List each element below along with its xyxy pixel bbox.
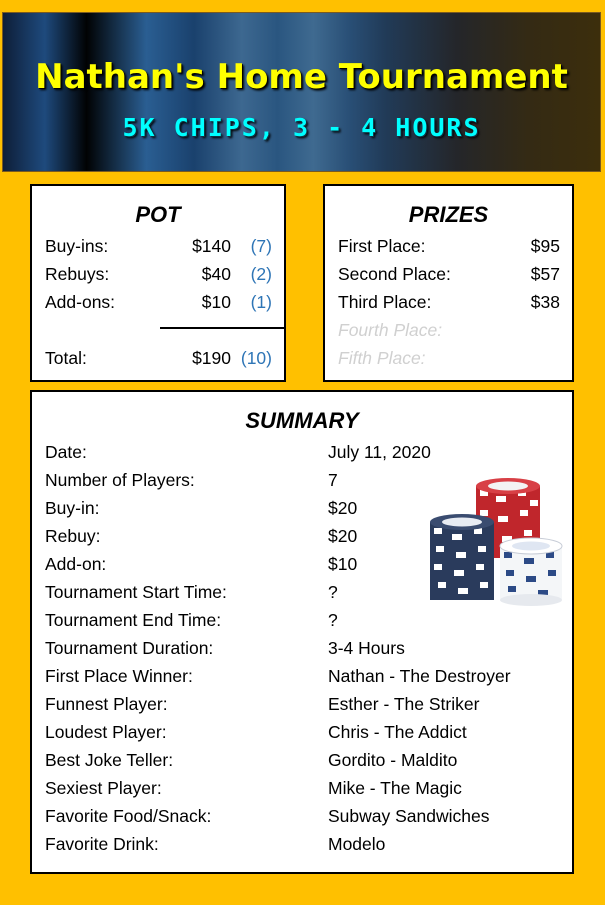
summary-label: Tournament Start Time:: [45, 582, 227, 602]
prize-label-third: Third Place:: [338, 292, 432, 312]
pot-count-rebuys: (2): [250, 264, 272, 284]
summary-label: Tournament Duration:: [45, 638, 214, 658]
summary-label: Best Joke Teller:: [45, 750, 174, 770]
summary-title: SUMMARY: [245, 408, 359, 433]
summary-value: July 11, 2020: [328, 442, 431, 462]
pot-amount-buyins: $140: [192, 236, 231, 256]
summary-value: Chris - The Addict: [328, 722, 467, 742]
poker-chips-image: [428, 476, 564, 608]
summary-label: Number of Players:: [45, 470, 195, 490]
summary-label: Tournament End Time:: [45, 610, 222, 630]
summary-value: Modelo: [328, 834, 386, 854]
summary-value: 7: [328, 470, 338, 490]
pot-amount-total: $190: [192, 348, 231, 368]
summary-value: Esther - The Striker: [328, 694, 480, 714]
prize-label-fifth: Fifth Place:: [338, 348, 426, 368]
summary-value: Nathan - The Destroyer: [328, 666, 511, 686]
pot-amount-rebuys: $40: [201, 264, 231, 284]
summary-label: Loudest Player:: [45, 722, 167, 742]
summary-label: Buy-in:: [45, 498, 100, 518]
summary-value: 3-4 Hours: [328, 638, 405, 658]
pot-panel: [30, 184, 286, 382]
summary-value: Mike - The Magic: [328, 778, 462, 798]
summary-value: ?: [328, 582, 338, 602]
summary-value: $10: [328, 554, 358, 574]
summary-value: $20: [328, 526, 358, 546]
summary-label: Favorite Drink:: [45, 834, 159, 854]
pot-count-addons: (1): [250, 292, 272, 312]
summary-label: Rebuy:: [45, 526, 101, 546]
summary-value: $20: [328, 498, 358, 518]
tournament-subtitle: 5K CHIPS, 3 - 4 HOURS: [122, 113, 481, 142]
prize-amount-third: $38: [530, 292, 560, 312]
pot-label-buyins: Buy-ins:: [45, 236, 109, 256]
header-banner: [2, 12, 601, 172]
pot-label-addons: Add-ons:: [45, 292, 116, 312]
prize-label-fourth: Fourth Place:: [338, 320, 443, 340]
summary-value: Subway Sandwiches: [328, 806, 490, 826]
summary-label: First Place Winner:: [45, 666, 193, 686]
prize-label-second: Second Place:: [338, 264, 451, 284]
pot-count-total: (10): [240, 348, 272, 368]
prize-amount-second: $57: [530, 264, 560, 284]
summary-value: Gordito - Maldito: [328, 750, 458, 770]
pot-amount-addons: $10: [201, 292, 231, 312]
tournament-title: Nathan's Home Tournament: [35, 57, 568, 97]
summary-label: Funnest Player:: [45, 694, 168, 714]
pot-title: POT: [135, 202, 181, 227]
white-chip-stack: [500, 538, 562, 606]
pot-label-total: Total:: [45, 348, 87, 368]
summary-label: Date:: [45, 442, 87, 462]
summary-label: Add-on:: [45, 554, 107, 574]
prizes-title: PRIZES: [408, 202, 489, 227]
summary-label: Sexiest Player:: [45, 778, 162, 798]
pot-count-buyins: (7): [250, 236, 272, 256]
pot-label-rebuys: Rebuys:: [45, 264, 110, 284]
blue-chip-stack: [430, 514, 494, 600]
summary-panel: [30, 390, 574, 874]
prizes-panel: [323, 184, 574, 382]
prize-amount-first: $95: [530, 236, 560, 256]
prize-label-first: First Place:: [338, 236, 426, 256]
summary-label: Favorite Food/Snack:: [45, 806, 212, 826]
summary-value: ?: [328, 610, 338, 630]
pot-total-divider: [160, 327, 286, 329]
